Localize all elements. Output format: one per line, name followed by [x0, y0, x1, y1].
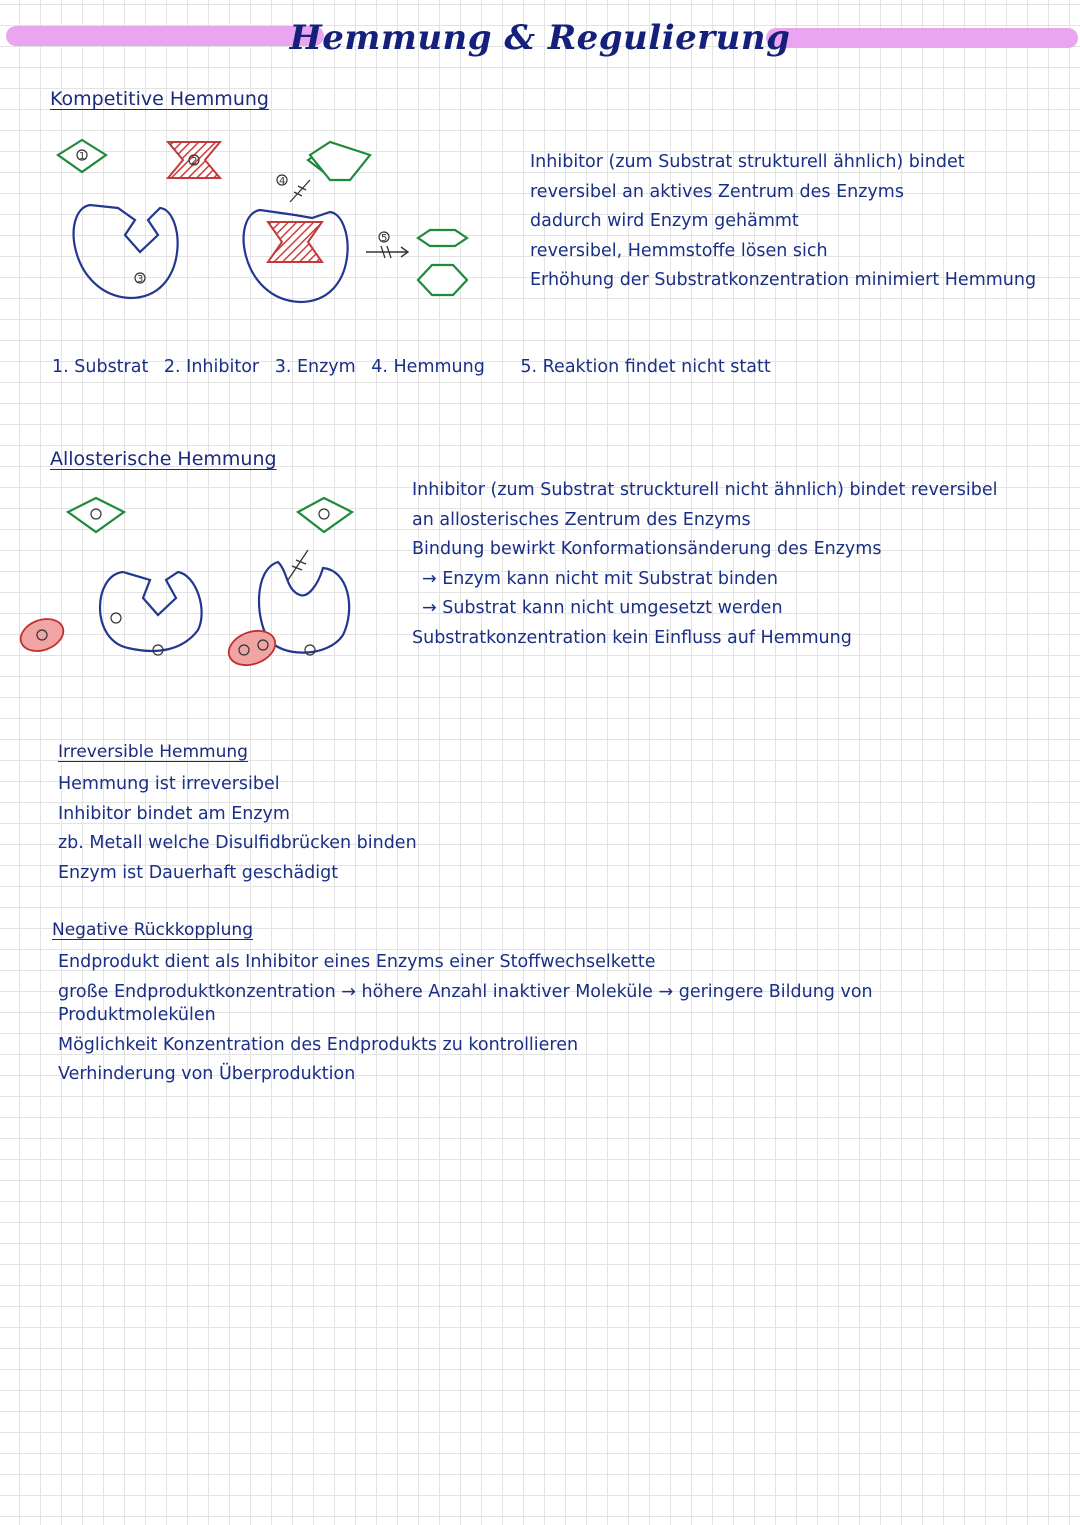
- feedback-heading: Negative Rückkopplung: [52, 920, 253, 940]
- competitive-legend: [52, 357, 781, 377]
- product-shapes: [418, 230, 467, 295]
- irreversible-line-4: Enzym ist Dauerhaft geschädigt: [58, 862, 339, 883]
- feedback-line-5: Verhinderung von Überproduktion: [58, 1064, 356, 1084]
- legend-reaktion: 5. Reaktion findet nicht statt: [520, 357, 771, 377]
- competitive-line-2: reversibel an aktives Zentrum des Enzyms: [530, 181, 904, 202]
- allosteric-blocked-substrate: [288, 498, 352, 580]
- allosteric-line-1: Inhibitor (zum Substrat struckturell nicht ähnlich) bindet reversibel: [412, 480, 998, 500]
- label-4: 4: [279, 176, 286, 187]
- allosteric-inhibited-enzyme: [224, 562, 349, 671]
- label-3: 3: [137, 274, 144, 285]
- feedback-text: [58, 948, 873, 1090]
- label-5: 5: [381, 233, 388, 244]
- allosteric-inhibitor-oval: [16, 613, 68, 656]
- competitive-text: [530, 148, 1036, 296]
- allosteric-line-6: Substratkonzentration kein Einfluss auf Hemmung: [412, 627, 852, 648]
- label-2: 2: [191, 156, 198, 167]
- legend-substrat: 1. Substrat: [52, 357, 149, 377]
- competitive-line-4: reversibel, Hemmstoffe lösen sich: [530, 240, 828, 261]
- allosteric-line-3: Bindung bewirkt Konformationsänderung des Enzyms: [412, 539, 882, 559]
- allosteric-line-5: → Substrat kann nicht umgesetzt werden: [422, 598, 783, 618]
- legend-inhibitor: 2. Inhibitor: [163, 357, 260, 377]
- irreversible-heading: Irreversible Hemmung: [58, 742, 248, 762]
- allosteric-line-4: → Enzym kann nicht mit Substrat binden: [422, 568, 778, 589]
- inhibitor-shape-2: [168, 142, 220, 178]
- competitive-line-1: Inhibitor (zum Substrat strukturell ähnlich) bindet: [530, 152, 965, 172]
- irreversible-text: [58, 770, 417, 888]
- allosteric-line-2: an allosterisches Zentrum des Enzyms: [412, 509, 751, 530]
- blocked-substrate-shape: [277, 142, 370, 202]
- feedback-line-1: Endprodukt dient als Inhibitor eines Enzyms einer Stoffwechselkette: [58, 952, 656, 972]
- allosteric-substrate-shape: [68, 498, 124, 532]
- feedback-line-2: große Endproduktkonzentration → höhere Anzahl inaktiver Moleküle → geringere Bildung von: [58, 981, 873, 1002]
- substrate-shape-1: [58, 140, 106, 172]
- legend-hemmung: 4. Hemmung: [371, 357, 485, 377]
- allosteric-text: [412, 476, 997, 653]
- competitive-line-5: Erhöhung der Substratkonzentration minimiert Hemmung: [530, 270, 1037, 290]
- irreversible-line-2: Inhibitor bindet am Enzym: [58, 803, 290, 824]
- competitive-line-3: dadurch wird Enzym gehämmt: [530, 211, 799, 231]
- enzyme-inhibited-shape: [244, 210, 348, 302]
- allosteric-enzyme-shape: [100, 572, 202, 655]
- competitive-heading: Kompetitive Hemmung: [50, 88, 269, 110]
- irreversible-line-1: Hemmung ist irreversibel: [58, 774, 280, 794]
- allosteric-diagram: [18, 490, 388, 690]
- no-reaction-arrow: [366, 232, 408, 258]
- page-title: Hemmung & Regulierung: [289, 18, 791, 58]
- legend-enzym: 3. Enzym: [274, 357, 356, 377]
- allosteric-heading: Allosterische Hemmung: [50, 448, 277, 470]
- feedback-line-3: Produktmolekülen: [58, 1005, 216, 1025]
- irreversible-line-3: zb. Metall welche Disulfidbrücken binden: [58, 833, 417, 853]
- label-1: 1: [79, 151, 86, 162]
- feedback-line-4: Möglichkeit Konzentration des Endprodukts zu kontrollieren: [58, 1034, 579, 1055]
- enzyme-shape-3: [74, 205, 178, 298]
- competitive-diagram: [40, 130, 520, 330]
